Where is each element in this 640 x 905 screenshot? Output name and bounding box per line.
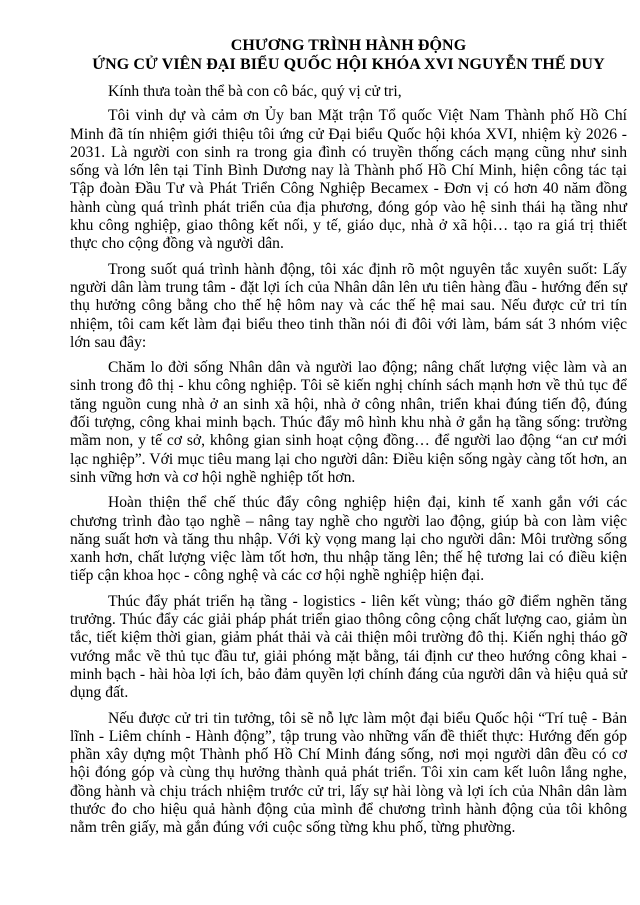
- salutation-line: Kính thưa toàn thể bà con cô bác, quý vị cử tri,: [108, 83, 402, 100]
- paragraph-commitment-1: Chăm lo đời sống Nhân dân và người lao động; nâng chất lượng việc làm và an sinh trong đô thị - khu công nghiệp. Tôi sẽ kiến nghị chính sách mạnh hơn về thủ tục để tăng nguồn cung nhà ở an sinh xã hội, nhà ở công nhân, triển khai đúng tiến độ, đúng đối tượng, công khai minh bạch. Thúc đẩy mô hình khu nhà ở gắn hạ tầng sống: trường mầm non, y tế cơ sở, không gian sinh hoạt cộng đồng… để người lao động “an cư mới lạc nghiệp”. Với mục tiêu mang lại cho người dân: Điều kiện sống ngày càng tốt hơn, an sinh vững hơn và cơ hội nghề nghiệp tốt hơn.: [70, 359, 627, 486]
- paragraph-introduction: Tôi vinh dự và cảm ơn Ủy ban Mặt trận Tổ quốc Việt Nam Thành phố Hồ Chí Minh đã tín nhiệm giới thiệu tôi ứng cử Đại biểu Quốc hội khóa XVI, nhiệm kỳ 2026 - 2031. Là người con sinh ra trong gia đình có truyền thống cách mạng cũng như sinh sống và lớn lên tại Tỉnh Bình Dương nay là Thành phố Hồ Chí Minh, hiện công tác tại Tập đoàn Đầu Tư và Phát Triển Công Nghiệp Becamex - Đơn vị có hơn 40 năm đồng hành cùng quá trình phát triển của địa phương, đóng góp vào hệ sinh thái hạ tầng như khu công nghiệp, giao thông kết nối, y tế, giáo dục, nhà ở xã hội… tạo ra giá trị thiết thực cho cộng đồng và người dân.: [70, 107, 627, 253]
- document-title-line2: ỨNG CỬ VIÊN ĐẠI BIỂU QUỐC HỘI KHÓA XVI NGUYỄN THẾ DUY: [92, 56, 605, 73]
- document-title: [70, 36, 627, 74]
- document-title-line1: CHƯƠNG TRÌNH HÀNH ĐỘNG: [230, 37, 467, 54]
- paragraph-commitment-2: Hoàn thiện thể chế thúc đẩy công nghiệp hiện đại, kinh tế xanh gắn với các chương trình đào tạo nghề – nâng tay nghề cho người lao động, giúp bà con làm việc năng suất hơn và tăng thu nhập. Với kỳ vọng mang lại cho người dân: Môi trường sống xanh hơn, chất lượng việc làm tốt hơn, thu nhập tăng lên; thế hệ tương lai có điều kiện tiếp cận khoa học - công nghệ và các cơ hội nghề nghiệp hiện đại.: [70, 494, 627, 585]
- paragraph-guiding-principle: Trong suốt quá trình hành động, tôi xác định rõ một nguyên tắc xuyên suốt: Lấy người dân làm trung tâm - đặt lợi ích của Nhân dân lên ưu tiên hàng đầu - hướng đến sự thụ hưởng công bằng cho thế hệ hôm nay và các thế hệ mai sau. Nếu được cử tri tín nhiệm, tôi cam kết làm đại biểu theo tinh thần nói đi đôi với làm, bám sát 3 nhóm việc lớn sau đây:: [70, 260, 627, 351]
- paragraph-commitment-3: Thúc đẩy phát triển hạ tầng - logistics - liên kết vùng; tháo gỡ điểm nghẽn tăng trưởng. Thúc đẩy các giải pháp phát triển giao thông công cộng chất lượng cao, giảm ùn tắc, tiết kiệm thời gian, giảm phát thải và cải thiện môi trường đô thị. Kiến nghị tháo gỡ vướng mắc về thủ tục đầu tư, giải phóng mặt bằng, tái định cư theo hướng công khai - minh bạch - hài hòa lợi ích, bảo đảm quyền lợi chính đáng của người dân và hiệu quả sử dụng đất.: [70, 592, 627, 702]
- paragraph-closing-pledge: Nếu được cử tri tin tưởng, tôi sẽ nỗ lực làm một đại biểu Quốc hội “Trí tuệ - Bản lĩnh - Liêm chính - Hành động”, tập trung vào những vấn đề thiết thực: Hướng đến góp phần xây dựng một Thành phố Hồ Chí Minh đáng sống, nơi mọi người dân đều có cơ hội đóng góp và cùng thụ hưởng thành quả phát triển. Tôi xin cam kết luôn lắng nghe, đồng hành và chịu trách nhiệm trước cử tri, lấy sự hài lòng và lợi ích của Nhân dân làm thước đo cho hiệu quả hành động của mình để chương trình hành động của tôi không nằm trên giấy, mà gắn đúng với cuộc sống từng khu phố, từng phường.: [70, 709, 627, 837]
